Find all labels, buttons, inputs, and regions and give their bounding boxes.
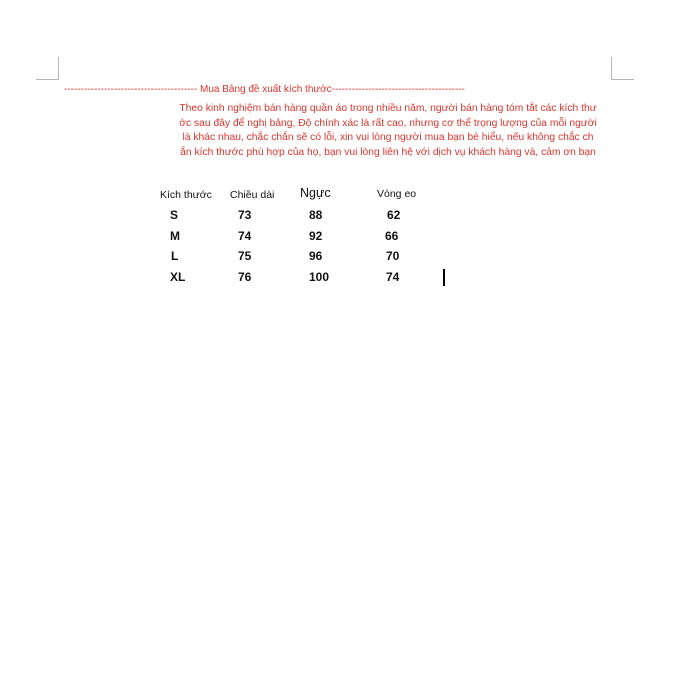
paragraph-line: ớc sau đây để nghị bảng, Độ chính xác là rất cao, nhưng cơ thể trọng lượng của mỗi người — [179, 117, 597, 129]
waist-s: 62 — [387, 208, 401, 222]
header-waist: Vòng eo — [377, 188, 417, 200]
waist-l: 70 — [386, 249, 400, 263]
chest-m: 92 — [309, 229, 323, 243]
crop-mark-top-right-horizontal — [611, 79, 634, 80]
paragraph-line: ắn kích thước phù hợp của họ, bạn vui lòng liên hệ với dịch vụ khách hàng và, cảm ơn bạn — [180, 146, 596, 158]
banner-dashes-left: ---------------------------------------- — [64, 84, 198, 95]
length-m: 74 — [238, 229, 252, 243]
paragraph-line: Theo kinh nghiệm bán hàng quần áo trong nhiều năm, người bán hàng tóm tắt các kích thư — [179, 103, 597, 114]
header-chest: Ngực — [300, 186, 331, 200]
size-s: S — [170, 208, 179, 222]
length-xl: 76 — [238, 270, 252, 284]
header-size: Kích thước — [160, 189, 212, 201]
length-s: 73 — [238, 208, 252, 222]
banner-dashes-right: ---------------------------------------- — [331, 84, 465, 95]
header-length: Chiều dài — [230, 189, 275, 201]
crop-mark-top-right-vertical — [611, 57, 612, 80]
size-l: L — [171, 249, 179, 263]
chest-l: 96 — [309, 249, 323, 263]
crop-mark-top-left-horizontal — [36, 79, 59, 80]
text-cursor[interactable] — [443, 269, 445, 286]
banner-title: Mua Bảng đề xuất kích thước — [199, 84, 332, 95]
size-m: M — [170, 229, 180, 243]
chest-xl: 100 — [309, 270, 330, 284]
size-xl: XL — [170, 270, 186, 284]
waist-m: 66 — [385, 229, 399, 243]
chest-s: 88 — [309, 208, 323, 222]
waist-xl: 74 — [386, 270, 400, 284]
paragraph-line: là khác nhau, chắc chắn sẽ có lỗi, xin vui lòng người mua bạn bè hiểu, nếu không chắc ch — [182, 132, 594, 144]
size-chart-banner — [64, 84, 564, 95]
size-advice-paragraph — [162, 102, 614, 160]
crop-mark-top-left-vertical — [58, 57, 59, 80]
length-l: 75 — [238, 249, 252, 263]
